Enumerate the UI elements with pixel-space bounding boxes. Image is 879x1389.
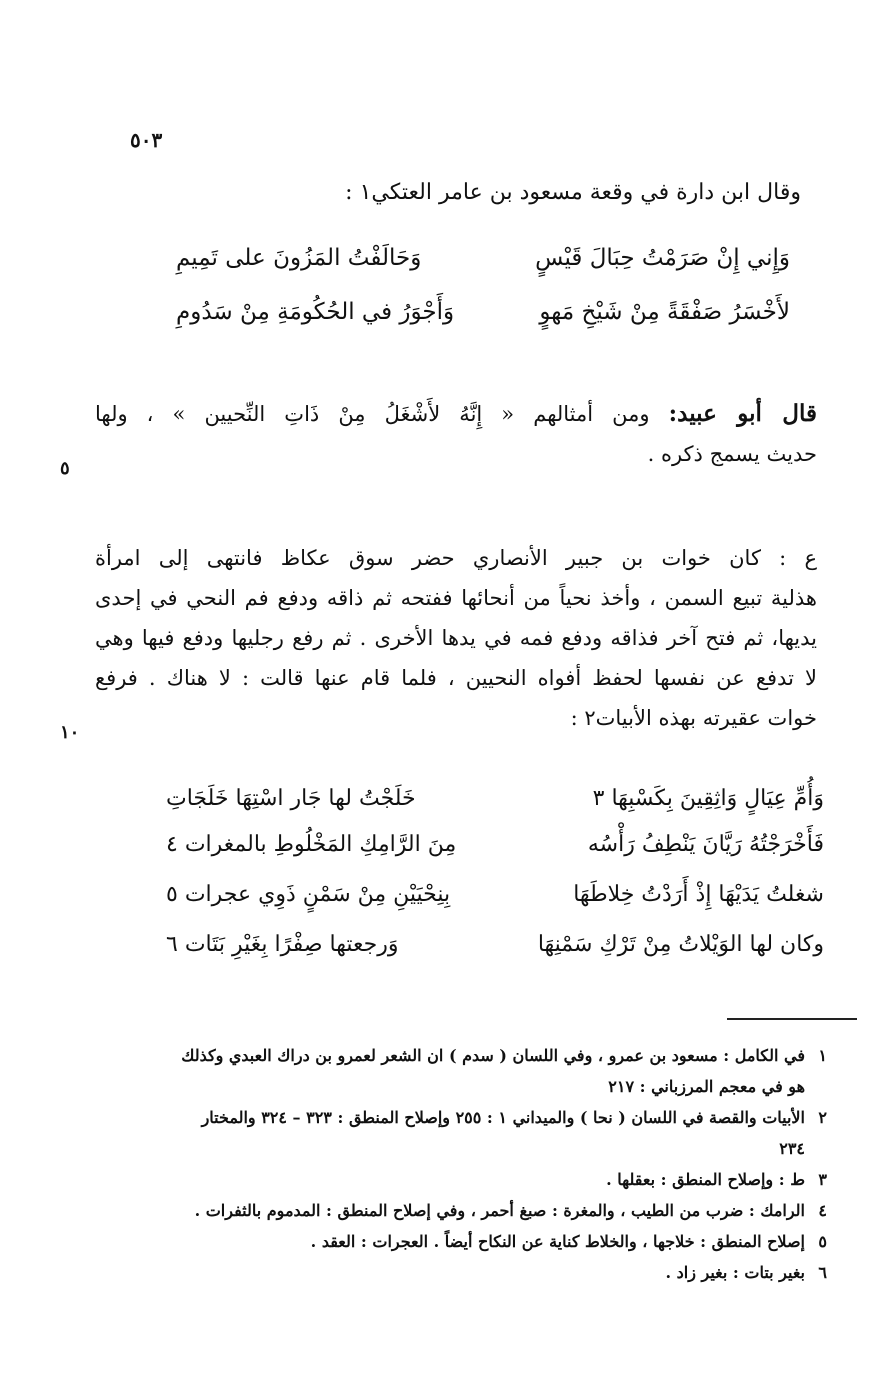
poem2-verse-1 <box>166 776 824 820</box>
paragraph-line: خوات عقيرته بهذه الأبيات٢ : <box>570 706 817 730</box>
footnotes <box>107 1040 827 1288</box>
intro-line: وقال ابن دارة في وقعة مسعود بن عامر العتكي١ : <box>345 180 801 205</box>
hemistich-left: وَحَالَفْتُ المَزُونَ على تَمِيمِ <box>176 245 422 271</box>
footnote-number: ٥ <box>818 1232 827 1251</box>
paragraph-khawwat-story <box>95 538 817 738</box>
hemistich-right: وكان لها الوَيْلاتُ مِنْ تَرْكِ سَمْنِهَا <box>537 931 824 957</box>
line-number-5: ٥ <box>60 458 70 479</box>
paragraph-line: ع : كان خوات بن جبير الأنصاري حضر سوق عكاظ فانتهى إلى امرأة <box>95 546 817 570</box>
paragraph-line: لا تدفع عن نفسها لحفظ أفواه النحيين ، فلما قام عنها قالت : لا هناك . فرفع <box>95 666 817 690</box>
footnote-5 <box>107 1226 827 1257</box>
footnote-4 <box>107 1195 827 1226</box>
hemistich-right: شغلتُ يَدَيْهَا إِذْ أَرَدْتُ خِلاطَهَا <box>573 881 824 907</box>
footnote-number: ٣ <box>818 1170 827 1189</box>
footnote-number: ٢ <box>818 1108 827 1127</box>
hemistich-right: وَأُمِّ عِيَالٍ وَاثِقِينَ بِكَسْبِهَا ٣ <box>592 785 824 811</box>
footnote-text: بغير بتات : بغير زاد . <box>665 1263 805 1282</box>
footnote-number: ٦ <box>818 1263 827 1282</box>
footnote-6 <box>107 1257 827 1288</box>
paragraph-line: قال أبو عبيد: ومن أمثالهم « إِنَّهُ لأَشْغَلُ مِنْ ذَاتِ النِّحيين » ، ولها <box>95 400 817 427</box>
footnote-text: الرامك : ضرب من الطيب ، والمغرة : صبغ أحمر ، وفي إصلاح المنطق : المدموم بالثفرات . <box>194 1201 805 1220</box>
hemistich-right: وَإِني إِنْ صَرَمْتُ حِبَالَ قَيْسٍ <box>535 245 790 271</box>
footnote-text: إصلاح المنطق : خلاجها ، والخلاط كناية عن النكاح أيضاً . العجرات : العقد . <box>310 1232 805 1251</box>
line-number-10: ١٠ <box>60 722 80 743</box>
hemistich-left: مِنَ الرَّامِكِ المَخْلُوطِ بالمغرات ٤ <box>166 831 457 857</box>
footnote-2 <box>107 1102 827 1164</box>
footnote-number: ٤ <box>818 1201 827 1220</box>
hemistich-right: لأَخْسَرُ صَفْقَةً مِنْ شَيْخِ مَهوٍ <box>539 299 790 325</box>
speaker-lead: قال أبو عبيد: <box>668 400 817 427</box>
footnote-divider <box>727 1018 857 1020</box>
poem2-verse-3 <box>166 872 824 916</box>
footnote-text: في الكامل : مسعود بن عمرو ، وفي اللسان ( سدم ) ان الشعر لعمرو بن دراك العبدي وكذلك <box>181 1046 805 1065</box>
hemistich-left: وَرجعتها صِفْرًا بِغَيْرِ بَتَات ٦ <box>166 931 399 957</box>
footnote-text: الأبيات والقصة في اللسان ( نحا ) والميداني ١ : ٢٥٥ وإصلاح المنطق : ٣٢٣ – ٣٢٤ والمختار <box>201 1108 805 1127</box>
footnote-text: هو في معجم المرزباني : ٢١٧ <box>608 1077 805 1096</box>
poem2-verse-2 <box>166 822 824 866</box>
hemistich-left: وَأَجْوَرُ في الحُكُومَةِ مِنْ سَدُومِ <box>176 299 455 325</box>
paragraph-line: هذلية تبيع السمن ، وأخذ نحياً من أنحائها ففتحه ثم ذاقه ودفع فم النحي في إحدى <box>95 586 817 610</box>
poem1-verse-2 <box>176 290 790 334</box>
poem1-verse-1 <box>176 236 790 280</box>
footnote-number: ١ <box>818 1046 827 1065</box>
paragraph-line: حديث يسمج ذكره . <box>647 442 817 466</box>
paragraph-abu-ubayd <box>95 394 817 474</box>
poem2-verse-4 <box>166 922 824 966</box>
hemistich-left: خَلَجْتُ لها جَار اسْتِهَا خَلَجَاتِ <box>166 785 416 811</box>
footnote-1 <box>107 1040 827 1102</box>
paragraph-line: يديها، ثم فتح آخر فذاقه ودفع فمه في يدها الأخرى . ثم رفع رجليها ودفع فيها وهي <box>95 626 817 650</box>
footnote-text: ٢٣٤ <box>779 1139 805 1158</box>
page-number: ٥٠٣ <box>130 128 163 152</box>
footnote-3 <box>107 1164 827 1195</box>
hemistich-right: فَأَخْرَجْتُهُ رَيَّانَ يَنْطِفُ رَأْسُه <box>587 831 824 857</box>
footnote-text: ط : وإصلاح المنطق : بعقلها . <box>606 1170 805 1189</box>
hemistich-left: بِنِحْيَيْنِ مِنْ سَمْنٍ ذَوِي عجرات ٥ <box>166 881 451 907</box>
